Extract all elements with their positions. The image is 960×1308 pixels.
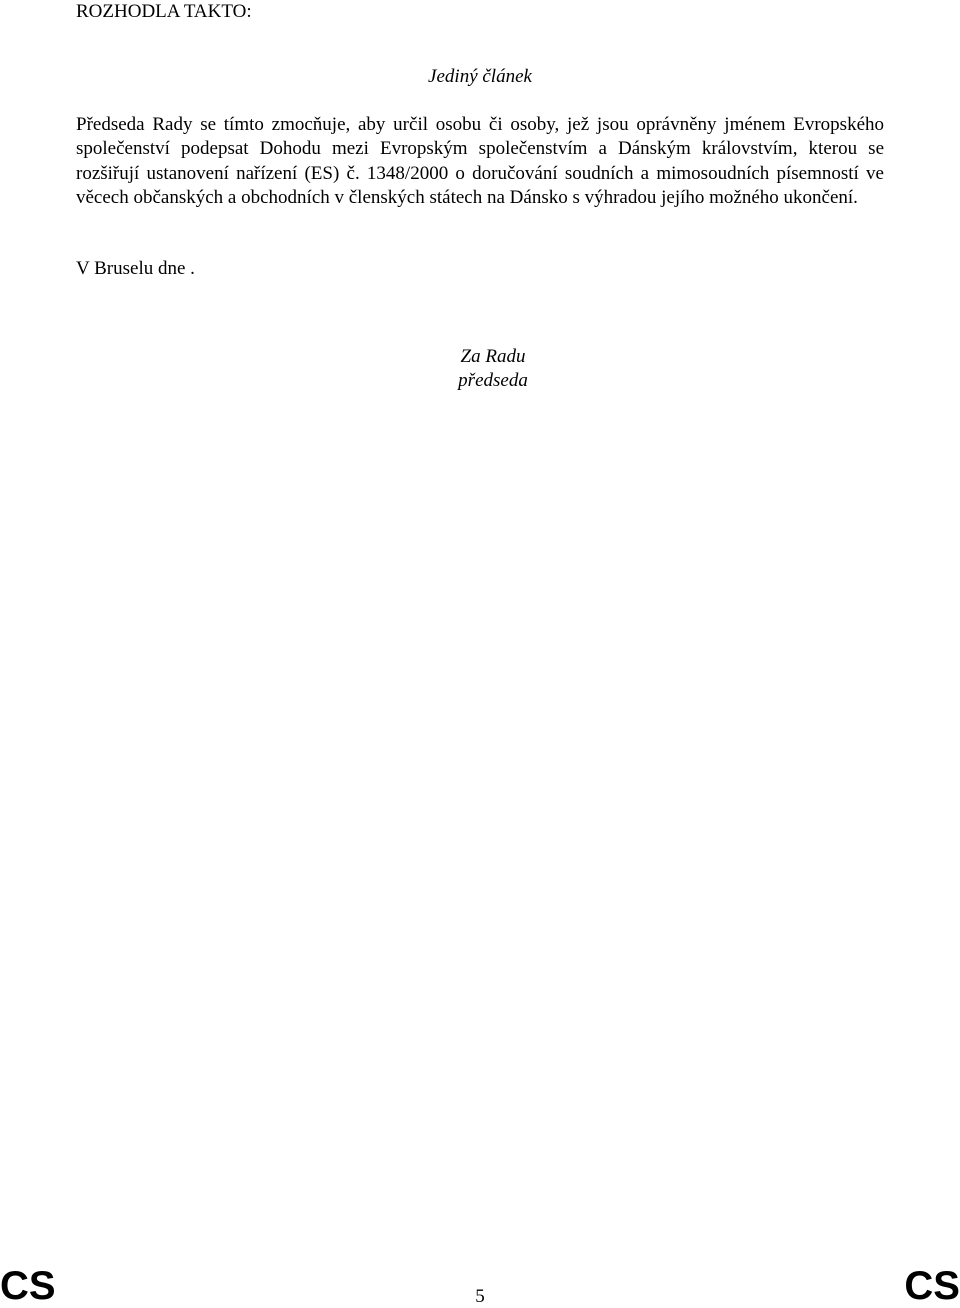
signature-council: Za Radu <box>460 346 526 367</box>
article-body: Předseda Rady se tímto zmocňuje, aby určil osobu či osoby, jež jsou oprávněny jménem Evropského společenství podepsat Dohodu mezi Evropským společenstvím a Dánským královstvím, kterou se rozšiřují ustanovení nařízení (ES) č. 1348/2000 o doručování soudních a mimosoudních písemností ve věcech občanských a obchodních v členských státech na Dánsko s výhradou jejího možného ukončení. <box>76 114 884 209</box>
signature-block <box>0 345 960 393</box>
article-title: Jediný článek <box>428 66 532 87</box>
footer-language-code-left: CS <box>0 1264 56 1308</box>
place-date-line: V Bruselu dne . <box>76 258 195 279</box>
footer-language-code-right: CS <box>904 1264 960 1308</box>
page-number: 5 <box>475 1286 485 1307</box>
decision-heading: ROZHODLA TAKTO: <box>76 1 252 22</box>
signature-president: předseda <box>458 370 528 391</box>
